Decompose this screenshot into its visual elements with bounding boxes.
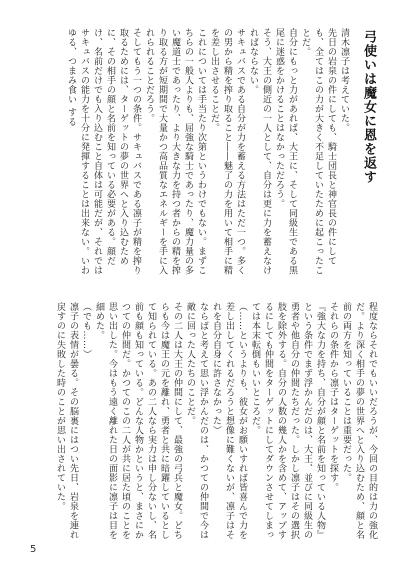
- paragraph: その二人は大王の仲間にして、最強の弓兵と魔女。どちらも今は魔王の元を離れ、勇者と共に暗躍しているとして知られている。あの二人なら実力は申し分ないし、名前も顔も知っている。どんな人物かというと、まさにかつての仲間だ。かつてのこの二人が共に居た頃のことを思い出した。今はもう遠く離れた日の面影に凛子は目を細めた。: [94, 302, 182, 540]
- paragraph: 『強大な力を持ち、自分が顔と名前を知っている人物』という条件でまず浮かんだのは、大王、並びに同級生の勇者や他自分の仲間たちだった。しかし凛子はその選択肢を除外する。自分の人数の幾人かを含めて、アップするにしても仲間をターゲットにしてダウンさせてしまっては本末転倒もいいところだ。: [250, 302, 325, 540]
- page-number: 5: [30, 544, 37, 555]
- paragraph: そしてもう一つの条件。サキュバスである凛子が精を搾り取るためには、ターゲットの夢の世界へと入り込むために、その相手の顔と名前を知っている必要がある。顔だけ、名前だけでも入り込むこと自体は可能だが、それではサキュバスの能力を十分に発揮することは出来ない。いわゆる、つまみ食い する: [66, 28, 141, 275]
- text-block-bottom: [34, 302, 378, 542]
- paragraph: そう、大王の側近の一人として、自分は更に力を蓄えなければならない。: [248, 28, 271, 275]
- text-block-top: [38, 28, 350, 280]
- paragraph: それらの条件から凛子はターゲットを探す。: [328, 302, 338, 492]
- paragraph: （でも……）: [81, 302, 91, 359]
- paragraph: これについては手当たり次第というわけでもない。まずこちらの一般人よりも、屈強な騎士であったり、魔力量の多い魔道士であったり、より大きな力を持つ者からの精を搾り取る方が短期間で大量かつ高品質なエネルギーを手に入れられることだろう。: [144, 28, 206, 275]
- paragraph: 凛子の表情が曇る。その脳裏にはつい先日、岩泉を連れ戻すのに失敗した時のことが思い出されていた。: [55, 302, 78, 540]
- paragraph: 自分にもっと力があれば、大王に、そして同級生である黒尾に迷惑をかけることはなかっただろう。: [274, 28, 297, 275]
- paragraph: サキュバスである自分が力を蓄える方法はただ一つ。多くの男から精を搾り取ること――魅了の力を用いて相手に精を差し出させることだ。: [209, 28, 245, 275]
- paragraph: ならばと考えて思い浮かんだのは、かつての仲間で今は敵に回った人たちのことだ。: [185, 302, 208, 540]
- chapter-title: 弓使いは魔女に恩を返す: [361, 30, 376, 184]
- paragraph: 程度ならそれでもいいだろうが、今回の目的は力の強化だ。より深く相手の夢の世界へと入り込むため、顔と名前の両方を知っていることは重要だった。: [341, 302, 377, 540]
- paragraph: （……というよりも、彼女がお願いすれば皆喜んで力を差し出してくれるだろうと想像に難くないが、凛子はそれを自分自身に許さなかった）: [211, 302, 247, 540]
- paragraph: 清木凛子は考えていた。: [339, 28, 349, 133]
- paragraph: 先日の岩泉の件にしても、騎士団長と神官長の件にしても、全てはこの力が大きく不足していたために起こったことだ。: [300, 28, 336, 275]
